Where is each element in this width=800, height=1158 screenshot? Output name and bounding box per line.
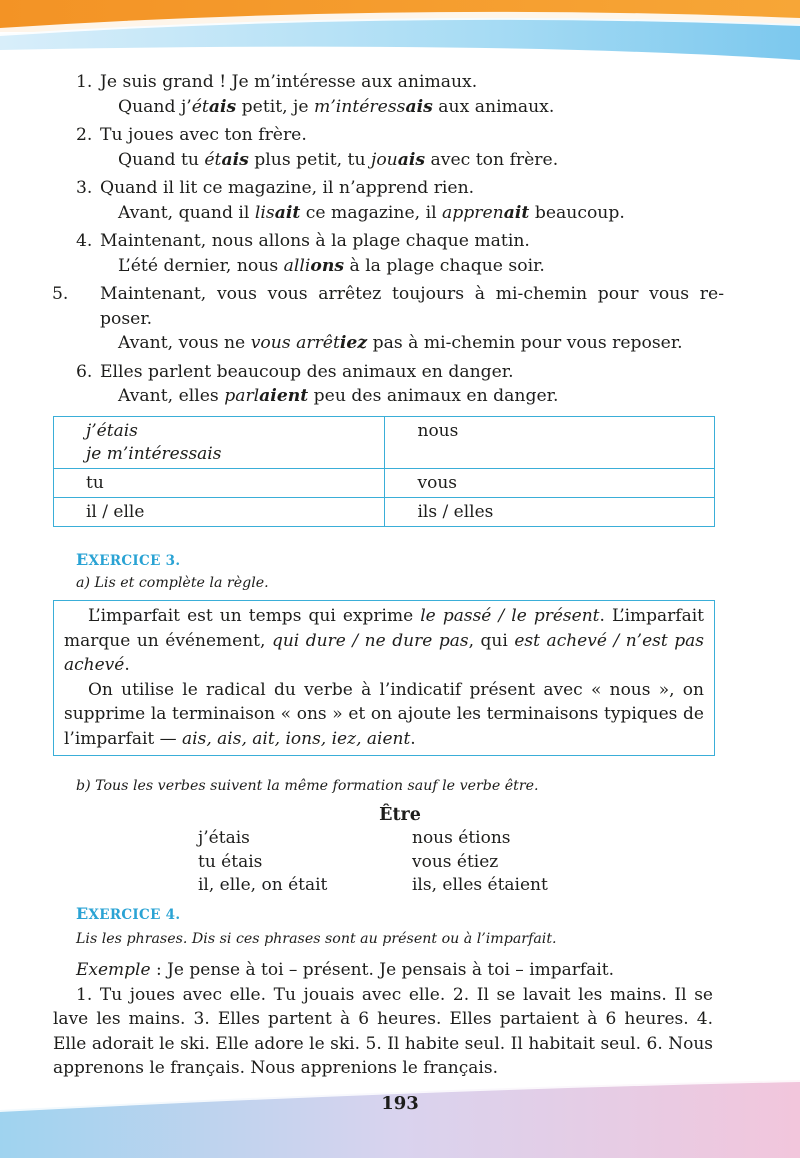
imparfait-sentence: Avant, elles parlaient peu des animaux en danger.: [118, 386, 559, 406]
exercise-4-body: [53, 958, 713, 1081]
list-item: [76, 123, 724, 172]
grammar-rule-box: L’imparfait est un temps qui exprime le passé / le présent. L’imparfait marque un événement, qui dure / ne dure pas, qui est achevé / n’est pas achevé. On utilise le radical du verbe à l’indicatif présent avec « nous », on supprime la terminaison « ons » et on ajoute les terminaisons typiques de l’imparfait — ais, ais, ait, ions, iez, aient.: [53, 600, 715, 756]
present-sentence: Maintenant, nous allons à la plage chaque matin.: [100, 231, 530, 251]
exercise-4-instruction: Lis les phrases. Dis si ces phrases sont au présent ou à l’imparfait.: [76, 931, 557, 947]
imparfait-sentence: Avant, vous ne vous arrêtiez pas à mi-chemin pour vous reposer.: [118, 333, 683, 353]
imparfait-sentence: Quand j’étais petit, je m’intéressais aux animaux.: [118, 96, 555, 117]
imparfait-sentence: Quand tu étais plus petit, tu jouais avec ton frère.: [118, 149, 559, 170]
table-cell: nous: [384, 417, 715, 469]
example-line: Exemple : Je pense à toi – présent. Je pensais à toi – imparfait.: [76, 960, 614, 980]
exercise-3-instruction-a: a) Lis et complète la règle.: [76, 575, 269, 591]
present-sentence: Elles parlent beaucoup des animaux en danger.: [100, 361, 514, 382]
imparfait-sentence: L’été dernier, nous allions à la plage chaque soir.: [118, 255, 545, 276]
table-cell: vous: [384, 469, 715, 498]
table-cell: tu: [54, 469, 385, 498]
etre-conjugation: [198, 827, 548, 898]
conjugation-row: il, elle, on était ils, elles étaient: [198, 875, 548, 895]
list-item: [76, 229, 724, 278]
item-number: 1.: [76, 72, 93, 92]
exercise-3-instruction-b: b) Tous les verbes suivent la même formation sauf le verbe être.: [76, 778, 539, 794]
item-number: 6.: [76, 361, 93, 382]
table-row: [54, 417, 715, 469]
table-row: [54, 498, 715, 527]
exercise-4-title: EXERCICE 4.: [76, 904, 181, 923]
list-item: [76, 70, 724, 119]
conjugation-table: [53, 416, 715, 527]
item-number: 5.: [52, 284, 69, 304]
present-sentence: Quand il lit ce magazine, il n’apprend rien.: [100, 178, 475, 198]
item-number: 4.: [76, 231, 93, 251]
list-item: [76, 360, 724, 409]
exercise-3-title: EXERCICE 3.: [76, 550, 181, 569]
item-number: 2.: [76, 125, 93, 145]
conjugation-row: tu étais vous étiez: [198, 851, 499, 872]
sentence-list: [52, 70, 724, 413]
table-cell: j’étais je m’intéressais: [54, 417, 385, 469]
table-row: [54, 469, 715, 498]
item-number: 3.: [76, 178, 93, 198]
list-item: [76, 176, 724, 225]
present-sentence: Maintenant, vous vous arrêtez toujours à mi-chemin pour vous re-poser.: [100, 284, 724, 329]
etre-heading: Être: [379, 805, 421, 825]
table-cell: il / elle: [54, 498, 385, 527]
table-cell: ils / elles: [384, 498, 715, 527]
present-sentence: Tu joues avec ton frère.: [100, 125, 307, 145]
list-item: [52, 282, 724, 356]
imparfait-sentence: Avant, quand il lisait ce magazine, il apprenait beaucoup.: [118, 202, 625, 223]
page-number: 193: [381, 1093, 419, 1114]
conjugation-row: j’étais nous étions: [198, 828, 511, 848]
present-sentence: Je suis grand ! Je m’intéresse aux animaux.: [100, 72, 478, 92]
exercise-sentences: 1. Tu joues avec elle. Tu jouais avec elle. 2. Il se lavait les mains. Il se lave les mains. 3. Elles partent à 6 heures. Elles partaient à 6 heures. 4. Elle adorait le ski. Elle adore le ski. 5. Il habite seul. Il habitait seul. 6. Nous apprenons le français. Nous apprenions le français.: [53, 984, 713, 1078]
